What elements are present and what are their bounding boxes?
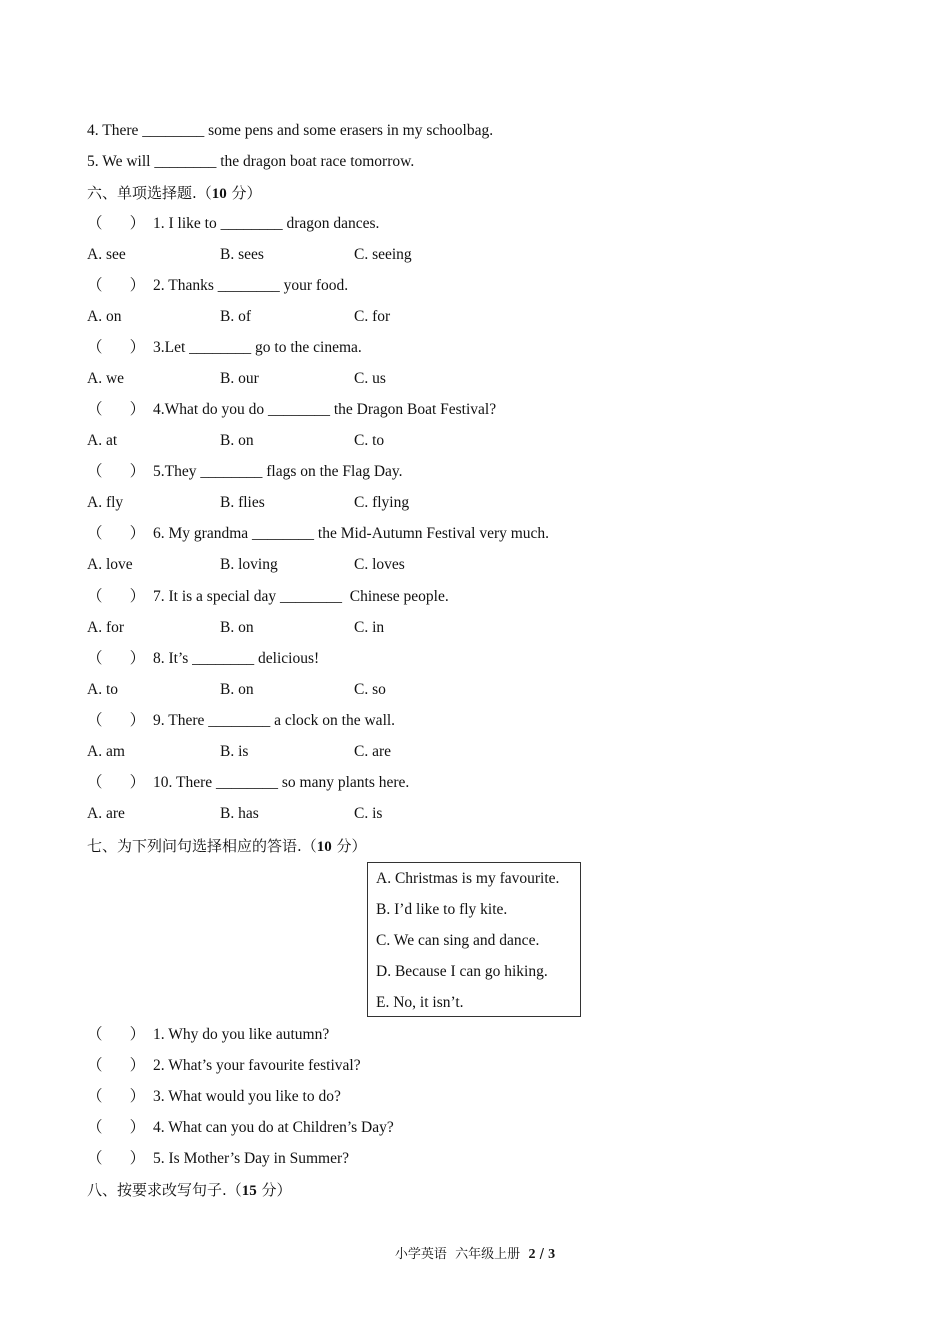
question-text: 4. What can you do at Children’s Day? (153, 1119, 394, 1136)
match-question-5 (87, 1148, 349, 1170)
footer-page-number: 2 (528, 1247, 536, 1262)
mc-question-8 (87, 648, 319, 670)
option-a: A. am (87, 743, 125, 760)
question-text: 7. It is a special day ________ Chinese people. (153, 588, 449, 605)
answer-bracket[interactable]: （ ） (87, 1088, 146, 1105)
question-text: 3.Let ________ go to the cinema. (153, 339, 362, 356)
section-8-score: 15 (241, 1183, 257, 1199)
section-6-heading-end: 分） (226, 184, 262, 202)
option-c: C. are (354, 743, 392, 760)
option-a: A. at (87, 432, 118, 449)
answer-bracket[interactable]: （ ） (87, 774, 146, 791)
section-8-heading-end: 分） (256, 1181, 292, 1199)
footer-label: 小学英语 六年级上册 (394, 1247, 529, 1262)
option-b: B. has (220, 805, 259, 822)
mc-question-4 (87, 399, 496, 421)
mc-options-1 (87, 244, 687, 266)
option-c: C. to (354, 432, 385, 449)
question-text: 1. I like to ________ dragon dances. (153, 215, 380, 232)
mc-options-6 (87, 554, 687, 576)
answer-bracket[interactable]: （ ） (87, 339, 146, 356)
match-question-3 (87, 1086, 341, 1108)
option-c: C. seeing (354, 246, 412, 263)
mc-options-8 (87, 679, 687, 701)
answer-bracket[interactable]: （ ） (87, 1150, 146, 1167)
option-b: B. flies (220, 494, 265, 511)
option-b: B. our (220, 370, 259, 387)
option-a: A. are (87, 805, 125, 822)
option-c: C. flying (354, 494, 410, 511)
option-c: C. us (354, 370, 386, 387)
answer-bracket[interactable]: （ ） (87, 588, 146, 605)
answer-bracket[interactable]: （ ） (87, 1057, 146, 1074)
section-8-heading-text: 八、按要求改写句子.（ (87, 1181, 242, 1199)
question-text: 5. Is Mother’s Day in Summer? (153, 1150, 350, 1167)
option-c: C. in (354, 619, 385, 636)
mc-options-10 (87, 803, 687, 825)
section-6-score: 10 (211, 186, 227, 202)
option-c: C. for (354, 308, 391, 325)
fill-in-item-4: 4. There ________ some pens and some erasers in my schoolbag. (87, 122, 494, 139)
answer-bracket[interactable]: （ ） (87, 712, 146, 729)
section-8-heading (87, 1179, 292, 1201)
fill-in-item-5: 5. We will ________ the dragon boat race tomorrow. (87, 153, 415, 170)
option-b: B. on (220, 681, 254, 698)
answer-choice-b: B. I’d like to fly kite. (376, 901, 508, 918)
match-question-4 (87, 1117, 394, 1139)
mc-question-3 (87, 337, 362, 359)
option-c: C. loves (354, 556, 405, 573)
mc-question-7 (87, 586, 449, 608)
section-6-heading (87, 182, 262, 204)
answer-choice-d: D. Because I can go hiking. (376, 963, 548, 980)
match-question-1 (87, 1024, 329, 1046)
question-text: 5.They ________ flags on the Flag Day. (153, 463, 403, 480)
option-b: B. loving (220, 556, 278, 573)
section-6-heading-text: 六、单项选择题.（ (87, 184, 212, 202)
answer-choices-box (367, 862, 581, 1017)
section-7-heading-text: 七、为下列问句选择相应的答语.（ (87, 837, 317, 855)
answer-bracket[interactable]: （ ） (87, 1026, 146, 1043)
answer-bracket[interactable]: （ ） (87, 1119, 146, 1136)
mc-options-5 (87, 492, 687, 514)
section-7-heading (87, 835, 367, 857)
answer-bracket[interactable]: （ ） (87, 215, 146, 232)
question-text: 3. What would you like to do? (153, 1088, 341, 1105)
section-7-heading-end: 分） (331, 837, 367, 855)
mc-options-7 (87, 617, 687, 639)
mc-question-2 (87, 275, 348, 297)
mc-question-6 (87, 523, 549, 545)
answer-bracket[interactable]: （ ） (87, 525, 146, 542)
question-text: 8. It’s ________ delicious! (153, 650, 320, 667)
option-a: A. on (87, 308, 122, 325)
question-text: 10. There ________ so many plants here. (153, 774, 410, 791)
option-a: A. we (87, 370, 125, 387)
option-a: A. fly (87, 494, 124, 511)
footer-page-total: 3 (548, 1247, 556, 1262)
option-c: C. so (354, 681, 386, 698)
mc-question-9 (87, 710, 395, 732)
option-b: B. is (220, 743, 249, 760)
answer-choice-e: E. No, it isn’t. (376, 994, 464, 1011)
option-a: A. to (87, 681, 118, 698)
answer-bracket[interactable]: （ ） (87, 401, 146, 418)
answer-choice-a: A. Christmas is my favourite. (376, 870, 560, 887)
answer-choice-c: C. We can sing and dance. (376, 932, 540, 949)
option-b: B. of (220, 308, 251, 325)
section-7-score: 10 (316, 839, 332, 855)
option-b: B. on (220, 432, 254, 449)
option-a: A. for (87, 619, 125, 636)
option-a: A. love (87, 556, 133, 573)
option-c: C. is (354, 805, 383, 822)
answer-bracket[interactable]: （ ） (87, 650, 146, 667)
question-text: 1. Why do you like autumn? (153, 1026, 330, 1043)
question-text: 9. There ________ a clock on the wall. (153, 712, 396, 729)
question-text: 2. Thanks ________ your food. (153, 277, 349, 294)
answer-bracket[interactable]: （ ） (87, 463, 146, 480)
footer-separator: / (535, 1247, 549, 1262)
question-text: 6. My grandma ________ the Mid-Autumn Festival very much. (153, 525, 550, 542)
question-text: 2. What’s your favourite festival? (153, 1057, 361, 1074)
mc-question-1 (87, 213, 379, 235)
option-b: B. on (220, 619, 254, 636)
mc-options-3 (87, 368, 687, 390)
mc-question-5 (87, 461, 403, 483)
mc-options-2 (87, 306, 687, 328)
match-question-2 (87, 1055, 361, 1077)
answer-bracket[interactable]: （ ） (87, 277, 146, 294)
option-a: A. see (87, 246, 126, 263)
question-text: 4.What do you do ________ the Dragon Boat Festival? (153, 401, 497, 418)
mc-options-9 (87, 741, 687, 763)
page-footer (0, 1245, 950, 1265)
mc-question-10 (87, 772, 409, 794)
option-b: B. sees (220, 246, 264, 263)
mc-options-4 (87, 430, 687, 452)
